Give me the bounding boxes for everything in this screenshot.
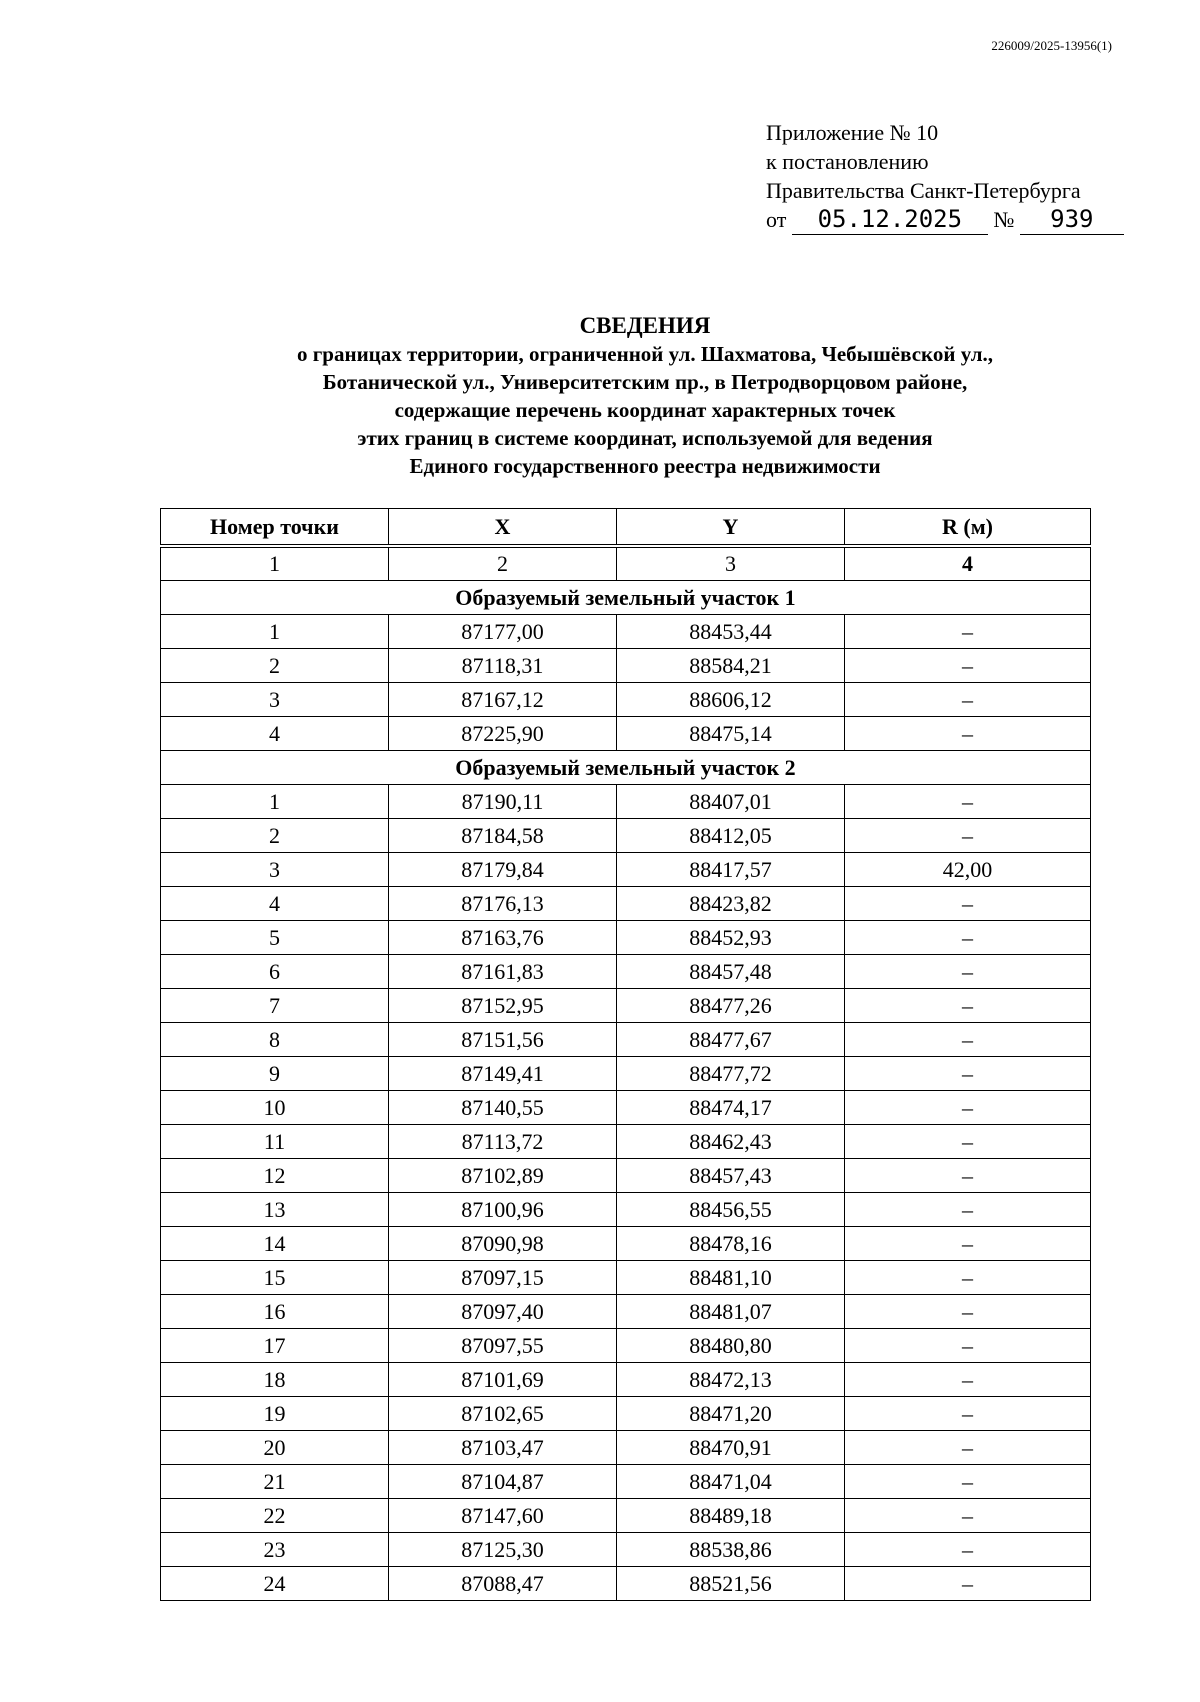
x-coordinate-cell: 87167,12 — [389, 683, 617, 717]
y-coordinate-cell: 88489,18 — [617, 1499, 845, 1533]
appendix-number: Приложение № 10 — [766, 120, 939, 145]
column-number-row — [161, 548, 1091, 581]
radius-cell: – — [845, 1091, 1091, 1125]
table-row — [161, 683, 1091, 717]
x-coordinate-cell: 87161,83 — [389, 955, 617, 989]
date-prefix: от — [766, 207, 787, 232]
y-coordinate-cell: 88481,10 — [617, 1261, 845, 1295]
point-number-cell: 19 — [161, 1397, 389, 1431]
point-number-cell: 20 — [161, 1431, 389, 1465]
column-number: 4 — [845, 548, 1091, 581]
table-row — [161, 649, 1091, 683]
title-heading: СВЕДЕНИЯ — [579, 313, 711, 338]
column-number: 3 — [617, 548, 845, 581]
y-coordinate-cell: 88457,43 — [617, 1159, 845, 1193]
title-line-4: этих границ в системе координат, используемой для ведения — [357, 426, 933, 450]
x-coordinate-cell: 87104,87 — [389, 1465, 617, 1499]
section-title: Образуемый земельный участок 1 — [161, 581, 1091, 615]
table-row — [161, 1091, 1091, 1125]
point-number-cell: 1 — [161, 615, 389, 649]
table-row — [161, 887, 1091, 921]
point-number-cell: 2 — [161, 819, 389, 853]
radius-cell: – — [845, 1329, 1091, 1363]
point-number-cell: 14 — [161, 1227, 389, 1261]
y-coordinate-cell: 88412,05 — [617, 819, 845, 853]
appendix-to-resolution: к постановлению — [766, 149, 929, 174]
column-number: 1 — [161, 548, 389, 581]
y-coordinate-cell: 88407,01 — [617, 785, 845, 819]
x-coordinate-cell: 87097,15 — [389, 1261, 617, 1295]
radius-cell: – — [845, 955, 1091, 989]
x-coordinate-cell: 87125,30 — [389, 1533, 617, 1567]
radius-cell: – — [845, 649, 1091, 683]
radius-cell: – — [845, 887, 1091, 921]
radius-cell: – — [845, 717, 1091, 751]
column-number: 2 — [389, 548, 617, 581]
x-coordinate-cell: 87097,55 — [389, 1329, 617, 1363]
y-coordinate-cell: 88475,14 — [617, 717, 845, 751]
radius-cell: – — [845, 1023, 1091, 1057]
y-coordinate-cell: 88456,55 — [617, 1193, 845, 1227]
title-line-1: о границах территории, ограниченной ул. Шахматова, Чебышёвской ул., — [297, 342, 993, 366]
radius-cell: – — [845, 1499, 1091, 1533]
x-coordinate-cell: 87177,00 — [389, 615, 617, 649]
section-header-row — [161, 581, 1091, 615]
x-coordinate-cell: 87147,60 — [389, 1499, 617, 1533]
point-number-cell: 5 — [161, 921, 389, 955]
header-radius: R (м) — [845, 509, 1091, 545]
y-coordinate-cell: 88471,20 — [617, 1397, 845, 1431]
y-coordinate-cell: 88472,13 — [617, 1363, 845, 1397]
radius-cell: 42,00 — [845, 853, 1091, 887]
point-number-cell: 12 — [161, 1159, 389, 1193]
radius-cell: – — [845, 615, 1091, 649]
table-row — [161, 1295, 1091, 1329]
point-number-cell: 15 — [161, 1261, 389, 1295]
number-prefix: № — [993, 207, 1015, 232]
section-title: Образуемый земельный участок 2 — [161, 751, 1091, 785]
point-number-cell: 1 — [161, 785, 389, 819]
point-number-cell: 24 — [161, 1567, 389, 1601]
table-row — [161, 1533, 1091, 1567]
x-coordinate-cell: 87088,47 — [389, 1567, 617, 1601]
y-coordinate-cell: 88423,82 — [617, 887, 845, 921]
radius-cell: – — [845, 1227, 1091, 1261]
table-row — [161, 1227, 1091, 1261]
document-title — [160, 312, 1130, 480]
resolution-date: 05.12.2025 — [817, 205, 963, 233]
y-coordinate-cell: 88477,26 — [617, 989, 845, 1023]
x-coordinate-cell: 87102,65 — [389, 1397, 617, 1431]
table-row — [161, 1329, 1091, 1363]
y-coordinate-cell: 88606,12 — [617, 683, 845, 717]
point-number-cell: 16 — [161, 1295, 389, 1329]
table-row — [161, 1261, 1091, 1295]
x-coordinate-cell: 87184,58 — [389, 819, 617, 853]
point-number-cell: 17 — [161, 1329, 389, 1363]
point-number-cell: 18 — [161, 1363, 389, 1397]
x-coordinate-cell: 87190,11 — [389, 785, 617, 819]
table-row — [161, 1159, 1091, 1193]
x-coordinate-cell: 87151,56 — [389, 1023, 617, 1057]
x-coordinate-cell: 87140,55 — [389, 1091, 617, 1125]
table-row — [161, 1499, 1091, 1533]
table-row — [161, 1465, 1091, 1499]
point-number-cell: 7 — [161, 989, 389, 1023]
radius-cell: – — [845, 1465, 1091, 1499]
y-coordinate-cell: 88584,21 — [617, 649, 845, 683]
point-number-cell: 6 — [161, 955, 389, 989]
radius-cell: – — [845, 683, 1091, 717]
y-coordinate-cell: 88470,91 — [617, 1431, 845, 1465]
title-line-3: содержащие перечень координат характерных точек — [394, 398, 896, 422]
radius-cell: – — [845, 1057, 1091, 1091]
table-row — [161, 717, 1091, 751]
y-coordinate-cell: 88480,80 — [617, 1329, 845, 1363]
y-coordinate-cell: 88478,16 — [617, 1227, 845, 1261]
y-coordinate-cell: 88457,48 — [617, 955, 845, 989]
table-header-row — [161, 509, 1091, 545]
x-coordinate-cell: 87163,76 — [389, 921, 617, 955]
radius-cell: – — [845, 1159, 1091, 1193]
table-row — [161, 989, 1091, 1023]
table-row — [161, 853, 1091, 887]
header-x: X — [389, 509, 617, 545]
appendix-government: Правительства Санкт-Петербурга — [766, 178, 1081, 203]
y-coordinate-cell: 88452,93 — [617, 921, 845, 955]
title-line-2: Ботанической ул., Университетским пр., в Петродворцовом районе, — [322, 370, 968, 394]
resolution-number: 939 — [1050, 205, 1094, 233]
radius-cell: – — [845, 1397, 1091, 1431]
table-row — [161, 1363, 1091, 1397]
x-coordinate-cell: 87225,90 — [389, 717, 617, 751]
appendix-date-line — [766, 205, 1124, 235]
y-coordinate-cell: 88477,67 — [617, 1023, 845, 1057]
y-coordinate-cell: 88462,43 — [617, 1125, 845, 1159]
x-coordinate-cell: 87152,95 — [389, 989, 617, 1023]
table-row — [161, 1057, 1091, 1091]
y-coordinate-cell: 88417,57 — [617, 853, 845, 887]
document-registration-number: 226009/2025-13956(1) — [991, 38, 1112, 53]
x-coordinate-cell: 87149,41 — [389, 1057, 617, 1091]
y-coordinate-cell: 88538,86 — [617, 1533, 845, 1567]
y-coordinate-cell: 88453,44 — [617, 615, 845, 649]
table-row — [161, 819, 1091, 853]
y-coordinate-cell: 88521,56 — [617, 1567, 845, 1601]
point-number-cell: 4 — [161, 717, 389, 751]
radius-cell: – — [845, 1533, 1091, 1567]
point-number-cell: 22 — [161, 1499, 389, 1533]
point-number-cell: 10 — [161, 1091, 389, 1125]
x-coordinate-cell: 87097,40 — [389, 1295, 617, 1329]
x-coordinate-cell: 87103,47 — [389, 1431, 617, 1465]
table-row — [161, 1193, 1091, 1227]
section-header-row — [161, 751, 1091, 785]
table-row — [161, 785, 1091, 819]
x-coordinate-cell: 87176,13 — [389, 887, 617, 921]
x-coordinate-cell: 87100,96 — [389, 1193, 617, 1227]
coordinates-table — [160, 508, 1091, 1601]
point-number-cell: 8 — [161, 1023, 389, 1057]
y-coordinate-cell: 88481,07 — [617, 1295, 845, 1329]
table-row — [161, 1397, 1091, 1431]
table-row — [161, 1023, 1091, 1057]
table-row — [161, 955, 1091, 989]
point-number-cell: 3 — [161, 683, 389, 717]
header-point-number: Номер точки — [161, 509, 389, 545]
table-row — [161, 615, 1091, 649]
appendix-block — [766, 118, 1124, 235]
point-number-cell: 9 — [161, 1057, 389, 1091]
point-number-cell: 13 — [161, 1193, 389, 1227]
x-coordinate-cell: 87113,72 — [389, 1125, 617, 1159]
radius-cell: – — [845, 1431, 1091, 1465]
point-number-cell: 3 — [161, 853, 389, 887]
point-number-cell: 21 — [161, 1465, 389, 1499]
y-coordinate-cell: 88474,17 — [617, 1091, 845, 1125]
x-coordinate-cell: 87102,89 — [389, 1159, 617, 1193]
table-row — [161, 1125, 1091, 1159]
table-row — [161, 921, 1091, 955]
radius-cell: – — [845, 1363, 1091, 1397]
table-row — [161, 1431, 1091, 1465]
radius-cell: – — [845, 1567, 1091, 1601]
radius-cell: – — [845, 1295, 1091, 1329]
radius-cell: – — [845, 819, 1091, 853]
point-number-cell: 23 — [161, 1533, 389, 1567]
radius-cell: – — [845, 1193, 1091, 1227]
table-row — [161, 1567, 1091, 1601]
title-line-5: Единого государственного реестра недвижимости — [409, 454, 881, 478]
y-coordinate-cell: 88477,72 — [617, 1057, 845, 1091]
point-number-cell: 4 — [161, 887, 389, 921]
radius-cell: – — [845, 921, 1091, 955]
x-coordinate-cell: 87179,84 — [389, 853, 617, 887]
radius-cell: – — [845, 1261, 1091, 1295]
x-coordinate-cell: 87118,31 — [389, 649, 617, 683]
header-y: Y — [617, 509, 845, 545]
point-number-cell: 2 — [161, 649, 389, 683]
point-number-cell: 11 — [161, 1125, 389, 1159]
radius-cell: – — [845, 1125, 1091, 1159]
x-coordinate-cell: 87090,98 — [389, 1227, 617, 1261]
radius-cell: – — [845, 989, 1091, 1023]
radius-cell: – — [845, 785, 1091, 819]
y-coordinate-cell: 88471,04 — [617, 1465, 845, 1499]
x-coordinate-cell: 87101,69 — [389, 1363, 617, 1397]
